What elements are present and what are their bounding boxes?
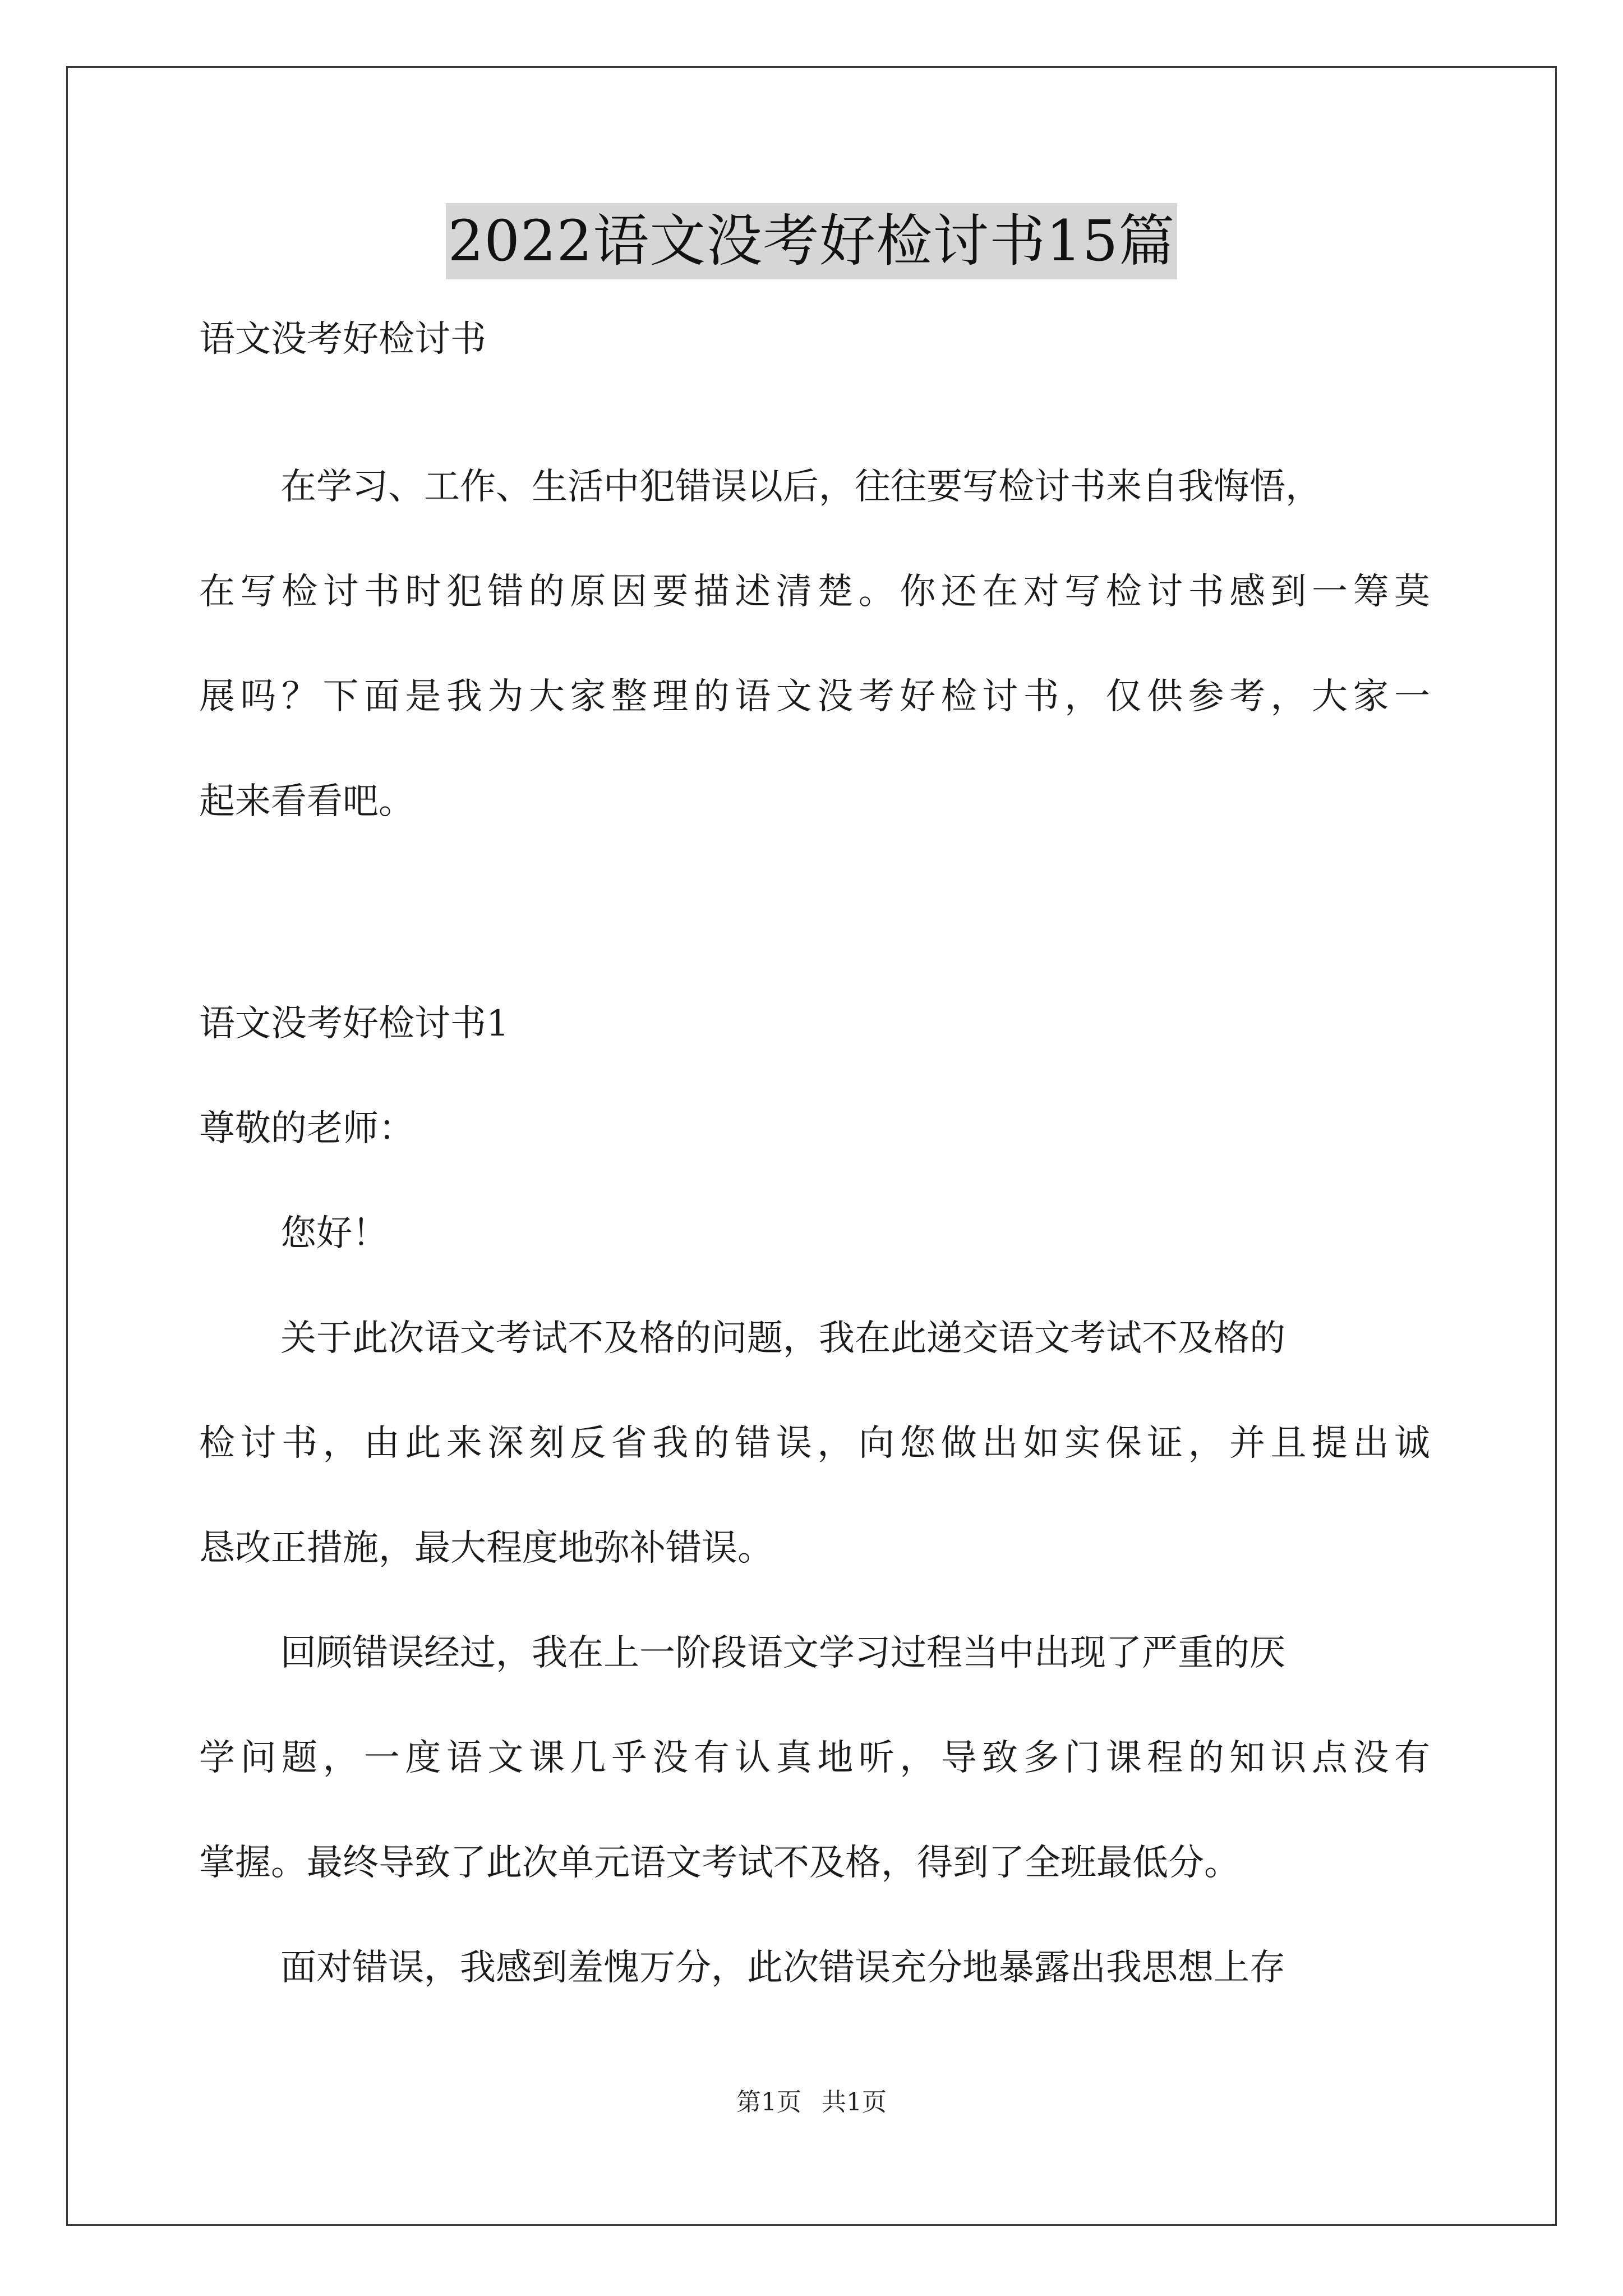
paragraph-line: 起来看看吧。 xyxy=(199,781,414,822)
paragraph-line: 回顾错误经过，我在上一阶段语文学习过程当中出现了严重的厌 xyxy=(280,1632,1285,1674)
paragraph-line: 恳改正措施，最大程度地弥补错误。 xyxy=(199,1527,773,1569)
paragraph-line: 关于此次语文考试不及格的问题，我在此递交语文考试不及格的 xyxy=(280,1318,1285,1359)
paragraph-line: 展吗？下面是我为大家整理的语文没考好检讨书，仅供参考，大家一 xyxy=(199,676,1430,717)
page-footer xyxy=(0,2086,1623,2119)
section-heading: 语文没考好检讨书1 xyxy=(199,1003,509,1045)
paragraph-line: 在写检讨书时犯错的原因要描述清楚。你还在对写检讨书感到一筹莫 xyxy=(199,571,1430,613)
section-heading: 语文没考好检讨书 xyxy=(199,319,486,360)
salutation: 尊敬的老师： xyxy=(199,1108,414,1149)
document-title: 2022语文没考好检讨书15篇 xyxy=(446,203,1178,279)
paragraph-line: 学问题，一度语文课几乎没有认真地听，导致多门课程的知识点没有 xyxy=(199,1737,1430,1779)
paragraph-line: 掌握。最终导致了此次单元语文考试不及格，得到了全班最低分。 xyxy=(199,1842,1240,1884)
paragraph-line: 检讨书，由此来深刻反省我的错误，向您做出如实保证，并且提出诚 xyxy=(199,1423,1430,1464)
paragraph-line: 面对错误，我感到羞愧万分，此次错误充分地暴露出我思想上存 xyxy=(280,1947,1285,1989)
paragraph-line: 在学习、工作、生活中犯错误以后，往往要写检讨书来自我悔悟， xyxy=(280,466,1321,508)
greeting: 您好！ xyxy=(280,1213,388,1254)
page-total: 共1页 xyxy=(822,2088,887,2116)
page-number: 第1页 xyxy=(736,2088,801,2116)
title-container xyxy=(0,203,1623,279)
